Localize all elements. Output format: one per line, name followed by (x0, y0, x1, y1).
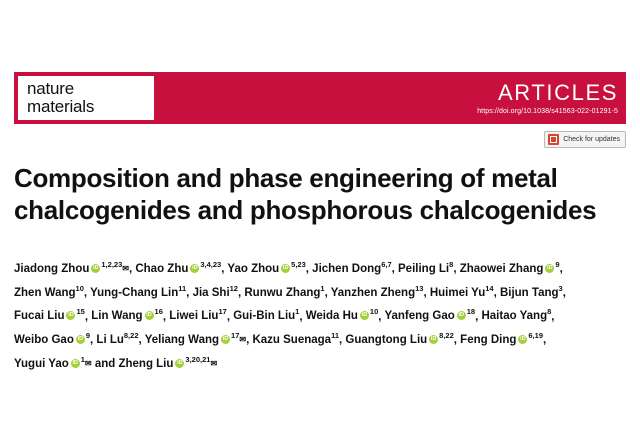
author-name: Weida Hu (305, 310, 358, 323)
orcid-icon[interactable] (66, 311, 75, 320)
journal-logo (18, 76, 154, 120)
section-label: ARTICLES (498, 80, 618, 105)
author-entry[interactable] (305, 307, 379, 323)
author-separator: , (246, 334, 253, 347)
author-name: Huimei Yu (429, 286, 486, 299)
affiliation-marker: 8,22 (439, 331, 454, 341)
author-name: Feng Ding (460, 334, 517, 347)
author-entry[interactable] (192, 283, 238, 299)
affiliation-marker: 5,23 (291, 260, 306, 269)
affiliation-marker: 10 (75, 283, 84, 293)
corresponding-author-email-icon[interactable]: ✉ (239, 335, 247, 345)
author-name: Jiadong Zhou (14, 262, 90, 275)
author-separator: , (128, 262, 136, 275)
author-entry[interactable] (398, 260, 454, 275)
orcid-icon[interactable] (175, 359, 184, 368)
affiliation-marker: 8,22 (123, 331, 139, 341)
author-separator: , (299, 310, 306, 323)
author-entry[interactable] (227, 260, 306, 275)
affiliation-marker: 11 (331, 331, 340, 341)
author-name: Yanfeng Gao (384, 310, 455, 323)
author-separator: , (339, 334, 346, 347)
author-entry[interactable] (94, 355, 218, 371)
author-name: Kazu Suenaga (252, 334, 332, 347)
affiliation-marker: 14 (485, 283, 494, 293)
author-entry[interactable] (312, 260, 392, 275)
masthead-right (154, 72, 626, 124)
crossmark-icon (548, 134, 559, 145)
author-entry[interactable] (330, 283, 424, 299)
author-separator: , (551, 310, 555, 323)
author-name: Yung-Chang Lin (90, 286, 179, 299)
author-name: Yanzhen Zheng (330, 286, 416, 299)
author-name: Gui-Bin Liu (233, 310, 296, 323)
author-separator: , (453, 262, 460, 275)
affiliation-marker: 15 (76, 307, 85, 317)
corresponding-author-email-icon[interactable]: ✉ (122, 263, 129, 273)
author-entry[interactable] (233, 307, 300, 323)
author-separator: , (423, 286, 430, 299)
author-separator: , (90, 334, 97, 347)
author-name: Li Lu (96, 334, 124, 347)
author-name: Yao Zhou (227, 262, 280, 275)
journal-masthead (14, 72, 626, 124)
affiliation-marker: 12 (229, 283, 238, 293)
author-separator: , (378, 310, 385, 323)
check-for-updates-label: Check for updates (563, 136, 620, 143)
affiliation-marker: 3,20,21 (185, 355, 211, 365)
author-separator: , (84, 310, 92, 323)
author-separator: , (162, 310, 170, 323)
journal-name-line1: nature (27, 79, 75, 98)
author-entry[interactable] (244, 283, 325, 299)
doi-link[interactable]: https://doi.org/10.1038/s41563-022-01291-5 (477, 108, 618, 115)
author-name: Weibo Gao (14, 334, 74, 347)
author-separator: , (475, 310, 482, 323)
orcid-icon[interactable] (518, 335, 527, 344)
orcid-icon[interactable] (76, 335, 85, 344)
author-name: Bijun Tang (499, 286, 559, 299)
author-name: Guangtong Liu (345, 334, 428, 347)
affiliation-marker: 8 (547, 307, 552, 317)
affiliation-marker: 1 (295, 307, 300, 317)
author-separator: , (237, 286, 245, 299)
orcid-icon[interactable] (190, 264, 199, 273)
author-entry[interactable] (90, 283, 187, 299)
author-name: Chao Zhu (135, 262, 189, 275)
journal-name-line2: materials (27, 97, 95, 116)
author-name: Zhaowei Zhang (459, 262, 544, 275)
affiliation-marker: 9 (555, 260, 560, 269)
author-separator: , (559, 262, 563, 275)
affiliation-marker: 17 (231, 331, 240, 341)
author-entry[interactable] (169, 307, 227, 323)
author-name: Jichen Dong (312, 262, 382, 275)
orcid-icon[interactable] (360, 311, 369, 320)
affiliation-marker: 8 (449, 260, 454, 269)
orcid-icon[interactable] (71, 359, 80, 368)
author-separator: , (83, 286, 91, 299)
affiliation-marker: 10 (369, 307, 379, 317)
author-separator: , (543, 334, 547, 347)
author-separator: , (226, 310, 234, 323)
affiliation-marker: 16 (154, 307, 163, 317)
affiliation-marker: 11 (178, 283, 187, 293)
affiliation-marker: 6,7 (381, 260, 392, 269)
page-title: Composition and phase engineering of metal chalcogenides and phosphorous chalcogenides (14, 163, 597, 225)
author-prefix: and (94, 358, 119, 371)
author-name: Lin Wang (91, 310, 143, 323)
author-name: Zheng Liu (118, 358, 174, 371)
author-name: Liwei Liu (169, 310, 219, 323)
orcid-icon[interactable] (91, 264, 100, 273)
author-separator: , (391, 262, 399, 275)
author-entry[interactable] (14, 307, 85, 323)
author-separator: , (305, 262, 313, 275)
author-entry[interactable] (135, 260, 222, 275)
author-name: Fucai Liu (14, 310, 65, 323)
author-entry[interactable] (429, 283, 494, 299)
corresponding-author-email-icon[interactable]: ✉ (210, 359, 218, 369)
author-entry[interactable] (144, 331, 247, 347)
author-name: Haitao Yang (481, 310, 548, 323)
author-entry[interactable] (345, 331, 454, 347)
author-entry[interactable] (91, 307, 163, 323)
affiliation-marker: 3 (558, 283, 563, 293)
author-list (14, 255, 620, 374)
author-entry[interactable] (252, 331, 340, 347)
author-separator: , (221, 262, 228, 275)
affiliation-marker: 13 (415, 283, 424, 293)
author-entry[interactable] (459, 260, 560, 275)
affiliation-marker: 9 (85, 331, 91, 341)
affiliation-marker: 1,2,23 (101, 260, 123, 269)
author-entry[interactable] (14, 283, 84, 299)
author-name: Runwu Zhang (244, 286, 321, 299)
affiliation-marker: 17 (218, 307, 227, 317)
author-separator: , (324, 286, 331, 299)
author-separator: , (453, 334, 461, 347)
author-entry[interactable] (481, 307, 552, 323)
affiliation-marker: 3,4,23 (200, 260, 222, 269)
author-name: Zhen Wang (14, 286, 76, 299)
orcid-icon[interactable] (429, 335, 438, 344)
author-entry[interactable] (14, 331, 91, 347)
affiliation-marker: 6,19 (528, 331, 543, 341)
author-separator: , (186, 286, 193, 299)
author-separator: , (562, 286, 566, 299)
affiliation-marker: 1 (80, 355, 85, 365)
author-entry[interactable] (499, 283, 563, 299)
author-name: Yugui Yao (14, 358, 69, 371)
author-separator: , (493, 286, 500, 299)
corresponding-author-email-icon[interactable]: ✉ (84, 359, 92, 369)
author-entry[interactable] (14, 260, 129, 275)
author-name: Jia Shi (192, 286, 230, 299)
affiliation-marker: 1 (320, 283, 325, 293)
author-entry[interactable] (14, 355, 92, 371)
orcid-icon[interactable] (281, 264, 290, 273)
author-separator: , (138, 334, 145, 347)
orcid-icon[interactable] (545, 264, 554, 273)
affiliation-marker: 18 (466, 307, 476, 317)
author-entry[interactable] (96, 331, 139, 347)
check-for-updates-badge[interactable] (544, 131, 626, 148)
author-entry[interactable] (384, 307, 476, 323)
author-entry[interactable] (460, 331, 543, 347)
orcid-icon[interactable] (221, 335, 230, 344)
orcid-icon[interactable] (457, 311, 466, 320)
author-name: Yeliang Wang (144, 334, 220, 347)
orcid-icon[interactable] (145, 311, 154, 320)
author-name: Peiling Li (398, 262, 450, 275)
